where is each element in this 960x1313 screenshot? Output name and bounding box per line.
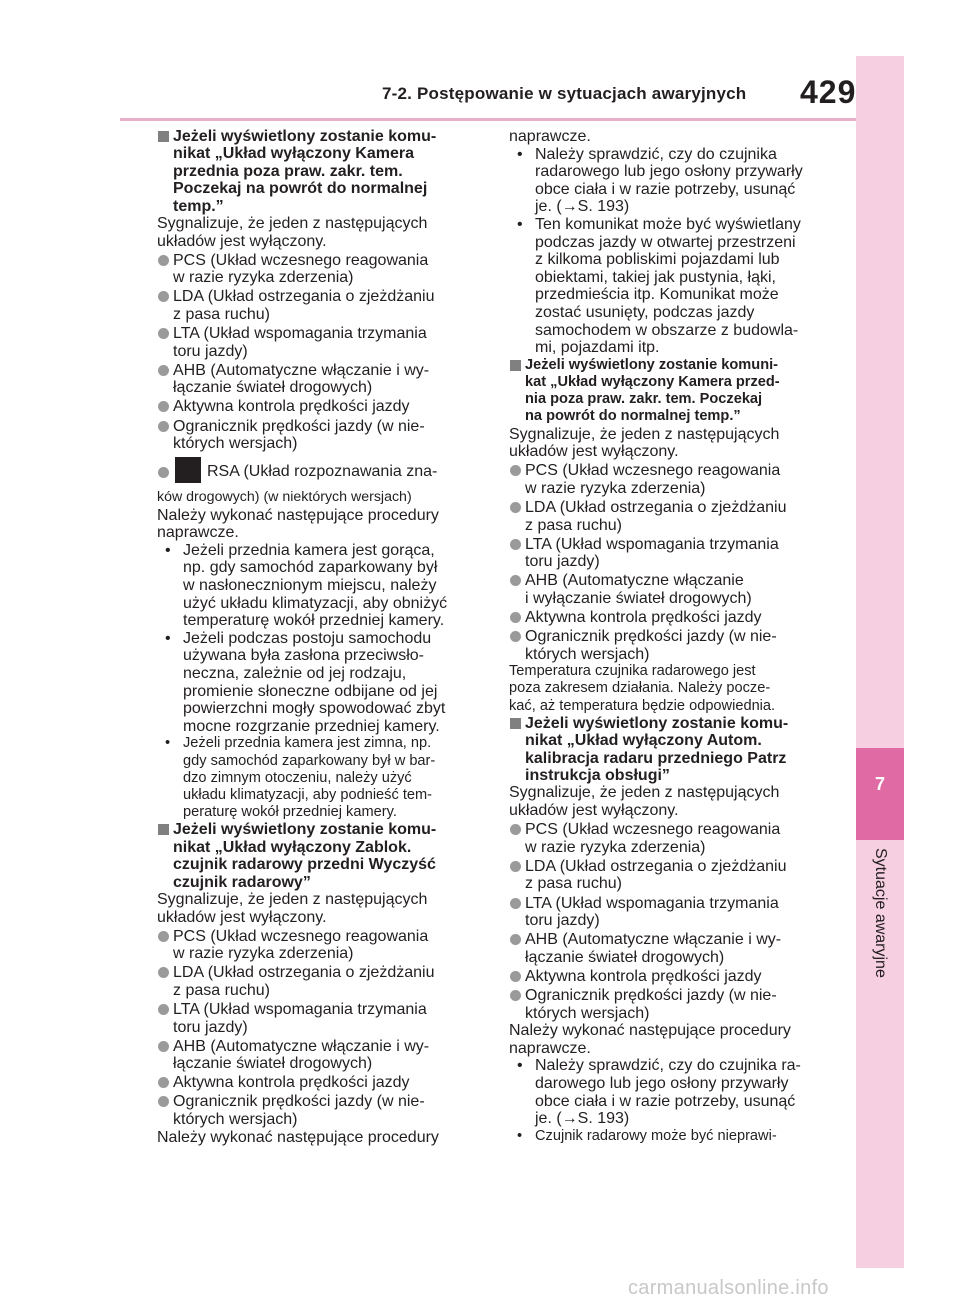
paragraph: Sygnalizuje, że jeden z następujących układów jest wyłączony. [509, 784, 780, 820]
list-item: LTA (Układ wspomagania trzymania toru jazdy) [157, 1001, 482, 1036]
list-item: Aktywna kontrola prędkości jazdy [157, 1074, 482, 1092]
system-list [509, 821, 839, 1022]
paragraph: naprawcze. [509, 128, 591, 145]
chapter-side-tab [856, 56, 904, 1268]
chapter-label: Sytuacje awaryjne [872, 848, 889, 978]
section-heading: Jeżeli wyświetlony zostanie komuni- kat „Układ wyłączony Kamera przed- nia poza praw. zakr. tem. Poczekaj na powrót do normalnej temp.” [509, 357, 839, 426]
system-list [157, 928, 482, 1129]
list-item: AHB (Automatyczne włączanie i wy- łączanie świateł drogowych) [157, 362, 482, 397]
list-item: Ogranicznik prędkości jazdy (w nie- których wersjach) [157, 418, 482, 453]
list-item: Ogranicznik prędkości jazdy (w nie- których wersjach) [509, 987, 839, 1022]
list-item: PCS (Układ wczesnego reagowania w razie ryzyka zderzenia) [157, 928, 482, 963]
list-item: LTA (Układ wspomagania trzymania toru jazdy) [509, 536, 839, 571]
section-heading: Jeżeli wyświetlony zostanie komu- nikat „Układ wyłączony Kamera przednia poza praw. zakr. tem. Poczekaj na powrót do normalnej temp.” [157, 128, 482, 215]
list-item: Aktywna kontrola prędkości jazdy [509, 968, 839, 986]
list-item: Aktywna kontrola prędkości jazdy [509, 609, 839, 627]
system-list [509, 462, 839, 663]
list-item: AHB (Automatyczne włączanie i wyłączanie świateł drogowych) [509, 572, 839, 607]
page-number: 429 [800, 74, 857, 110]
procedure-list [509, 146, 839, 357]
list-item: Ogranicznik prędkości jazdy (w nie- których wersjach) [509, 628, 839, 663]
section-heading: Jeżeli wyświetlony zostanie komu- nikat „Układ wyłączony Autom. kalibracja radaru przedniego Patrz instrukcja obsługi” [509, 715, 839, 785]
list-item: AHB (Automatyczne włączanie i wy- łączanie świateł drogowych) [157, 1038, 482, 1073]
header-section-title: 7-2. Postępowanie w sytuacjach awaryjnych [382, 84, 747, 103]
road-sign-icon [175, 457, 201, 483]
bullet-item: • Ten komunikat może być wyświetlany podczas jazdy w otwartej przestrzeni z kilkoma pobliskimi pojazdami lub obiektami, takiej jak pustynia, łąki, przedmieścia itp. Komunikat może zostać usunięty, podczas jazdy samochodem w obszarze z budowla- mi, pojazdami itp. [509, 216, 839, 357]
left-column [157, 128, 482, 1146]
bullet-item: • Należy sprawdzić, czy do czujnika radarowego lub jego osłony przywarły obce ciała i w razie potrzeby, usunąć je. (→S. 193) [509, 146, 839, 216]
paragraph: Należy wykonać następujące procedury [157, 1128, 439, 1146]
list-item: LDA (Układ ostrzegania o zjeżdżaniu z pasa ruchu) [509, 499, 839, 534]
paragraph: Sygnalizuje, że jeden z następujących układów jest wyłączony. [157, 890, 428, 926]
bullet-item: • Należy sprawdzić, czy do czujnika ra- darowego lub jego osłony przywarły obce ciała i w razie potrzeby, usunąć je. (→S. 193) [509, 1057, 839, 1127]
paragraph: Należy wykonać następujące procedury naprawcze. [509, 1022, 791, 1057]
list-item: AHB (Automatyczne włączanie i wy- łączanie świateł drogowych) [509, 931, 839, 966]
list-item: Aktywna kontrola prędkości jazdy [157, 398, 482, 416]
paragraph: Sygnalizuje, że jeden z następujących układów jest wyłączony. [509, 425, 780, 461]
bullet-item: • Jeżeli przednia kamera jest zimna, np. gdy samochód zaparkowany był w bar- dzo zimnym otoczeniu, należy użyć układu klimatyzacji, aby podnieść tem- peraturę wokół przedniej kamery. [157, 735, 482, 821]
watermark: carmanualsonline.info [628, 1277, 829, 1299]
procedure-list [509, 1057, 839, 1145]
paragraph: Należy wykonać następujące procedury naprawcze. [157, 506, 439, 542]
paragraph: Sygnalizuje, że jeden z następujących układów jest wyłączony. [157, 215, 428, 250]
list-item: LTA (Układ wspomagania trzymania toru jazdy) [509, 895, 839, 930]
paragraph: Temperatura czujnika radarowego jest poza zakresem działania. Należy pocze- kać, aż temperatura będzie odpowiednia. [509, 663, 776, 714]
procedure-list [157, 542, 482, 822]
list-item: LDA (Układ ostrzegania o zjeżdżaniu z pasa ruchu) [157, 288, 482, 323]
list-item: PCS (Układ wczesnego reagowania w razie ryzyka zderzenia) [509, 462, 839, 497]
header-rule [120, 118, 856, 121]
section-heading: Jeżeli wyświetlony zostanie komu- nikat „Układ wyłączony Zablok. czujnik radarowy przedni Wyczyść czujnik radarowy” [157, 821, 482, 891]
rsa-continuation: ków drogowych) (w niektórych wersjach) [157, 488, 412, 505]
list-item-rsa: RSA (Układ rozpoznawania zna- [157, 459, 482, 485]
bullet-item: • Czujnik radarowy może być nieprawi- [509, 1128, 839, 1145]
list-item: PCS (Układ wczesnego reagowania w razie ryzyka zderzenia) [157, 252, 482, 287]
bullet-item: • Jeżeli podczas postoju samochodu używana była zasłona przeciwsło- neczna, zależnie od jej rodzaju, promienie słoneczne odbijane od jej powierzchni mogły spowodować zbyt mocne rozgrzanie przedniej kamery. [157, 630, 482, 736]
list-item: LDA (Układ ostrzegania o zjeżdżaniu z pasa ruchu) [509, 858, 839, 893]
bullet-item: • Jeżeli przednia kamera jest gorąca, np. gdy samochód zaparkowany był w nasłonecznionym miejscu, należy użyć układu klimatyzacji, aby obniżyć temperaturę wokół przedniej kamery. [157, 542, 482, 630]
list-item: LDA (Układ ostrzegania o zjeżdżaniu z pasa ruchu) [157, 964, 482, 999]
right-column [509, 128, 839, 1145]
list-item: PCS (Układ wczesnego reagowania w razie ryzyka zderzenia) [509, 821, 839, 856]
system-list [157, 252, 482, 453]
list-item: Ogranicznik prędkości jazdy (w nie- których wersjach) [157, 1093, 482, 1128]
chapter-number: 7 [874, 774, 885, 794]
list-item: LTA (Układ wspomagania trzymania toru jazdy) [157, 325, 482, 360]
